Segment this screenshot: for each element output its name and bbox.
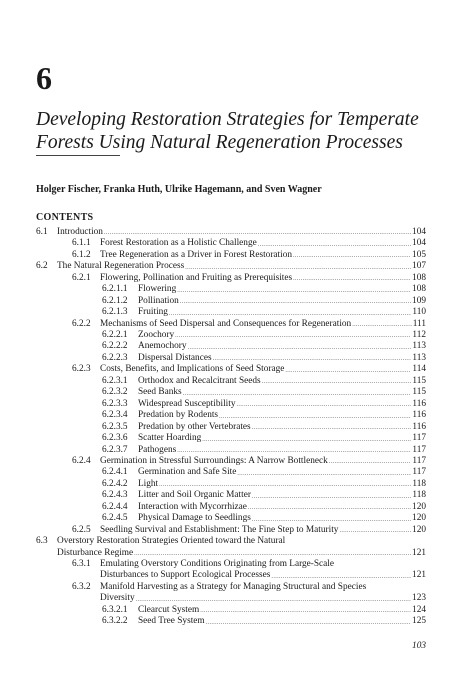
toc-entry-title: Disturbance Regime	[57, 547, 134, 558]
toc-entry	[102, 445, 426, 456]
toc-leader-dots	[236, 401, 411, 410]
toc-leader-dots	[134, 550, 411, 559]
toc-entry	[72, 456, 426, 467]
toc-entry-number: 6.2.3.1	[102, 375, 128, 386]
toc-leader-dots	[252, 516, 411, 525]
toc-leader-dots	[202, 436, 411, 445]
toc-leader-dots	[271, 573, 411, 582]
toc-entry-page: 116	[412, 410, 426, 421]
toc-entry-page: 104	[412, 226, 426, 237]
toc-entry	[72, 238, 426, 249]
toc-entry-title: Litter and Soil Organic Matter	[138, 490, 251, 501]
toc-entry-title: Germination in Stressful Surroundings: A Narrow Bottleneck	[100, 455, 328, 466]
toc-entry-title: Forest Restoration as a Holistic Challenge	[100, 238, 257, 249]
toc-entry-page: 115	[412, 387, 426, 398]
toc-leader-dots	[169, 310, 411, 319]
toc-entry-page: 118	[412, 490, 426, 501]
toc-entry-title: Predation by other Vertebrates	[138, 421, 251, 432]
toc-entry-number: 6.2.3.5	[102, 421, 128, 432]
toc-entry-number: 6.2.4.1	[102, 467, 128, 478]
toc-entry-page: 117	[412, 444, 426, 455]
toc-entry-title: Scatter Hoarding	[138, 433, 202, 444]
toc-entry	[72, 559, 426, 570]
toc-entry-page: 120	[412, 513, 426, 524]
toc-entry-page: 124	[412, 604, 426, 615]
toc-entry-number: 6.2.2.2	[102, 341, 128, 352]
toc-entry-title: Tree Regeneration as a Driver in Forest Restoration	[100, 249, 293, 260]
toc-entry-title: Anemochory	[138, 341, 187, 352]
toc-leader-dots	[206, 619, 411, 628]
toc-leader-dots	[177, 447, 411, 456]
toc-entry-page: 112	[412, 330, 426, 341]
toc-entry-number: 6.3.2	[72, 581, 91, 592]
toc-entry-title: Overstory Restoration Strategies Oriented toward the Natural	[57, 536, 286, 547]
toc-entry	[102, 307, 426, 318]
toc-leader-dots	[136, 596, 411, 605]
toc-entry	[102, 513, 426, 524]
toc-entry-number: 6.2.2.3	[102, 352, 128, 363]
toc-entry	[102, 502, 426, 513]
toc-leader-dots	[175, 332, 411, 341]
toc-entry	[102, 605, 426, 616]
toc-entry-number: 6.3.2.2	[102, 616, 128, 627]
toc-leader-dots	[185, 264, 411, 273]
toc-entry	[102, 479, 426, 490]
toc-entry-number: 6.2.3.6	[102, 433, 128, 444]
toc-entry-number: 6.2.4.2	[102, 478, 128, 489]
toc-leader-dots	[252, 424, 412, 433]
toc-entry-page: 116	[412, 421, 426, 432]
toc-entry-number: 6.1.2	[72, 249, 91, 260]
toc-entry-page: 104	[412, 238, 426, 249]
toc-entry-page: 108	[412, 284, 426, 295]
toc-entry-title: Physical Damage to Seedlings	[138, 513, 251, 524]
toc-leader-dots	[180, 298, 411, 307]
toc-leader-dots	[219, 413, 411, 422]
toc-entry	[102, 342, 426, 353]
toc-leader-dots	[339, 527, 411, 536]
toc-entry-number: 6.2.1.1	[102, 284, 128, 295]
toc-entry-page: 117	[412, 455, 426, 466]
toc-entry	[36, 536, 426, 547]
toc-entry	[72, 582, 426, 593]
toc-entry	[102, 376, 426, 387]
toc-leader-dots	[183, 390, 412, 399]
toc-leader-dots	[188, 344, 412, 353]
toc-entry-title: Flowering, Pollination and Fruiting as Prerequisites	[100, 272, 293, 283]
toc-entry-page: 107	[412, 261, 426, 272]
toc-entry	[102, 387, 426, 398]
toc-entry-title: Pathogens	[138, 444, 177, 455]
toc-entry-title: Disturbances to Support Ecological Processes	[100, 570, 271, 581]
toc-entry-number: 6.2.1	[72, 272, 91, 283]
toc-leader-dots	[104, 229, 411, 238]
page-number: 103	[412, 641, 426, 651]
toc-leader-dots	[237, 470, 411, 479]
toc-entry-title: Flowering	[138, 284, 177, 295]
toc-entry	[72, 364, 426, 375]
toc-entry-title: The Natural Regeneration Process	[57, 261, 185, 272]
toc-entry-number: 6.2.2.1	[102, 330, 128, 341]
toc-leader-dots	[248, 504, 411, 513]
toc-entry-number: 6.1.1	[72, 238, 91, 249]
toc-entry-title: Introduction	[57, 226, 103, 237]
toc-entry	[102, 399, 426, 410]
toc-entry-title: Predation by Rodents	[138, 410, 219, 421]
toc-entry-title: Manifold Harvesting as a Strategy for Managing Structural and Species	[100, 581, 367, 592]
toc-leader-dots	[177, 287, 411, 296]
toc-entry	[57, 548, 426, 559]
toc-entry-number: 6.2.1.2	[102, 295, 128, 306]
toc-entry	[102, 330, 426, 341]
toc-entry-title: Seedling Survival and Establishment: The Fine Step to Maturity	[100, 524, 339, 535]
toc-entry-title: Clearcut System	[138, 604, 200, 615]
toc-entry-page: 113	[412, 341, 426, 352]
toc-leader-dots	[159, 481, 411, 490]
toc-entry-number: 6.2.4.3	[102, 490, 128, 501]
toc-entry-page: 118	[412, 478, 426, 489]
toc-entry-number: 6.2.3.4	[102, 410, 128, 421]
toc-entry-page: 113	[412, 352, 426, 363]
toc-leader-dots	[252, 493, 411, 502]
toc-entry-number: 6.2.3.2	[102, 387, 128, 398]
toc-entry	[102, 353, 426, 364]
toc-entry-page: 115	[412, 375, 426, 386]
toc-entry-number: 6.2.4.4	[102, 501, 128, 512]
toc-entry-page: 117	[412, 433, 426, 444]
toc-leader-dots	[262, 378, 412, 387]
toc-entry	[102, 490, 426, 501]
toc-entry-number: 6.2.3	[72, 364, 91, 375]
toc-entry-page: 125	[412, 616, 426, 627]
toc-entry-page: 121	[412, 570, 426, 581]
toc-leader-dots	[258, 241, 411, 250]
toc-entry-page: 114	[412, 364, 426, 375]
toc-entry-number: 6.3	[36, 536, 48, 547]
chapter-title: Developing Restoration Strategies for Temperate Forests Using Natural Regeneration Processes	[36, 109, 419, 153]
toc-entry-number: 6.1	[36, 226, 48, 237]
toc-leader-dots	[293, 252, 411, 261]
toc-entry-number: 6.2.3.7	[102, 444, 128, 455]
toc-entry	[102, 410, 426, 421]
toc-entry	[72, 319, 426, 330]
toc-entry-page: 108	[412, 272, 426, 283]
toc-entry-page: 109	[412, 295, 426, 306]
toc-entry-title: Seed Tree System	[138, 616, 205, 627]
toc-entry	[102, 422, 426, 433]
toc-entry-number: 6.3.2.1	[102, 604, 128, 615]
chapter-number: 6	[36, 60, 52, 96]
toc-entry-title: Germination and Safe Site	[138, 467, 237, 478]
toc-leader-dots	[352, 321, 412, 330]
toc-leader-dots	[285, 367, 411, 376]
toc-entry-number: 6.3.1	[72, 559, 91, 570]
toc-entry-title: Diversity	[100, 593, 135, 604]
title-rule	[36, 155, 120, 156]
toc-entry-number: 6.2.2	[72, 318, 91, 329]
toc-entry-page: 117	[412, 467, 426, 478]
toc-entry-title: Dispersal Distances	[138, 352, 212, 363]
toc-entry	[100, 593, 426, 604]
toc-leader-dots	[329, 458, 412, 467]
toc-leader-dots	[293, 275, 411, 284]
toc-entry-title: Mechanisms of Seed Dispersal and Consequences for Regeneration	[100, 318, 352, 329]
toc-entry-title: Widespread Susceptibility	[138, 398, 236, 409]
toc-entry-page: 110	[412, 307, 426, 318]
toc-entry-number: 6.2.4	[72, 455, 91, 466]
toc-entry-title: Light	[138, 478, 159, 489]
toc-entry	[102, 284, 426, 295]
toc-entry	[102, 433, 426, 444]
toc-entry-page: 123	[412, 593, 426, 604]
toc-entry-title: Fruiting	[138, 307, 168, 318]
toc-leader-dots	[200, 607, 411, 616]
toc-entry-page: 120	[412, 524, 426, 535]
toc-entry-number: 6.2.3.3	[102, 398, 128, 409]
toc-entry	[36, 261, 426, 272]
toc-entry-page: 105	[412, 249, 426, 260]
chapter-authors: Holger Fischer, Franka Huth, Ulrike Hagemann, and Sven Wagner	[36, 184, 322, 195]
toc-entry	[72, 273, 426, 284]
toc-entry	[102, 296, 426, 307]
toc-entry	[36, 227, 426, 238]
toc-entry-number: 6.2.5	[72, 524, 91, 535]
toc-entry-title: Seed Banks	[138, 387, 182, 398]
toc-entry-number: 6.2	[36, 261, 48, 272]
toc-entry-title: Costs, Benefits, and Implications of Seed Storage	[100, 364, 285, 375]
toc-entry-page: 120	[412, 501, 426, 512]
contents-heading: CONTENTS	[36, 212, 94, 223]
toc-entry-page: 116	[412, 398, 426, 409]
toc-entry	[72, 250, 426, 261]
toc-entry	[102, 467, 426, 478]
toc-entry-number: 6.2.1.3	[102, 307, 128, 318]
toc-entry	[100, 571, 426, 582]
toc-entry-title: Interaction with Mycorrhizae	[138, 501, 247, 512]
toc-entry-title: Zoochory	[138, 330, 175, 341]
toc-entry-page: 111	[412, 318, 426, 329]
toc-entry-title: Pollination	[138, 295, 179, 306]
toc-entry	[102, 616, 426, 627]
toc-entry	[72, 525, 426, 536]
toc-entry-page: 121	[412, 547, 426, 558]
toc-entry-number: 6.2.4.5	[102, 513, 128, 524]
toc-entry-title: Emulating Overstory Conditions Originating from Large-Scale	[100, 559, 335, 570]
toc-entry-title: Orthodox and Recalcitrant Seeds	[138, 375, 261, 386]
